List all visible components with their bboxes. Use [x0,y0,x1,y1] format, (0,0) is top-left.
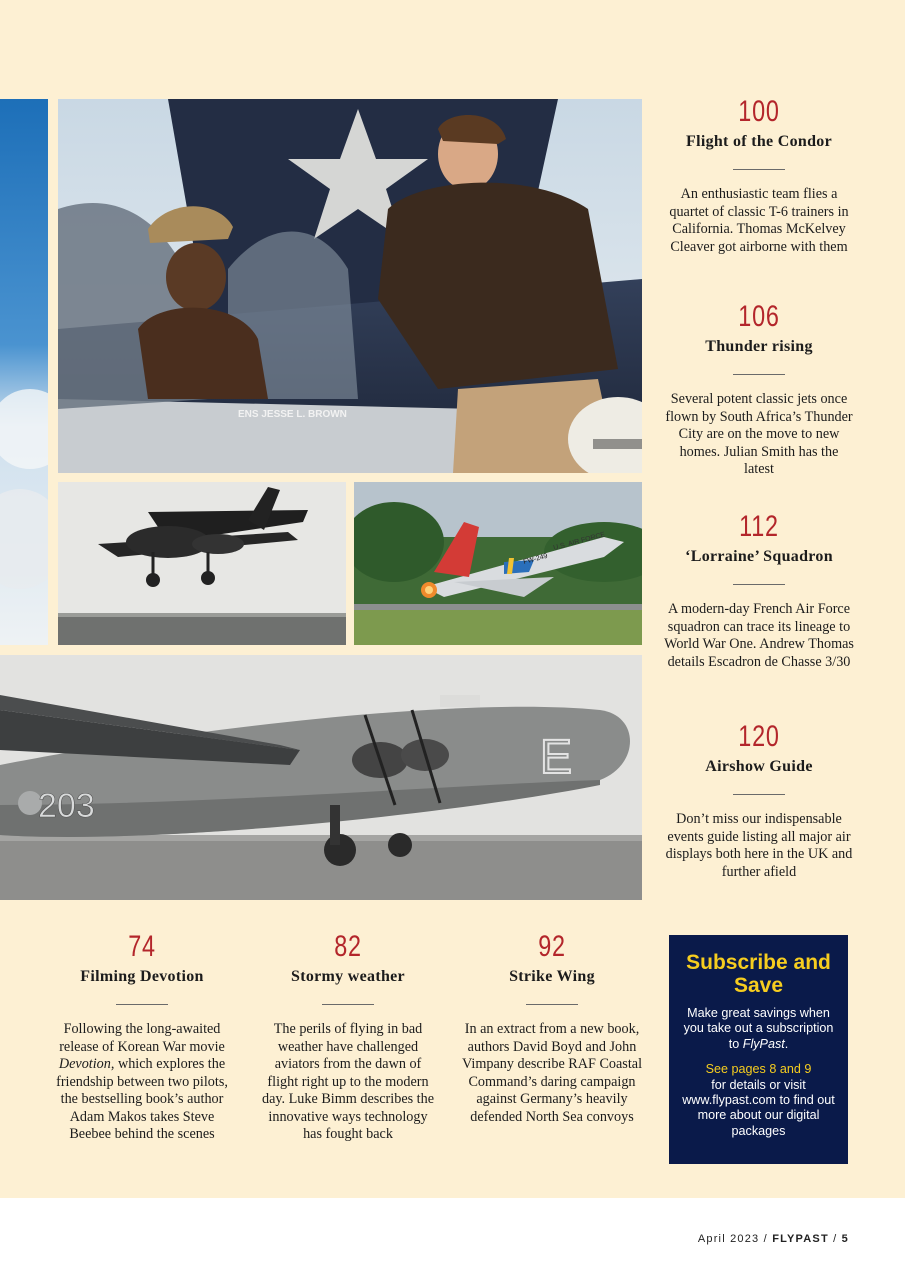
divider [322,1004,374,1005]
feature-description: A modern-day French Air Force squadron can trace its lineage to World War One. Andrew Thomas details Escadron de Chasse 3/30 [664,601,854,670]
subscribe-text [669,1006,848,1052]
feature-entry[interactable] [258,930,438,1144]
feature-title: Strike Wing [509,968,595,985]
divider [733,584,785,585]
page-number: 112 [739,510,779,543]
description-text-after: , which explores the friendship between two pilots, the bestselling book’s author Adam Makos takes Steve Beebee behind the scenes [56,1056,228,1142]
description-film-title: Devotion [58,1056,111,1072]
feature-entry[interactable] [664,95,854,256]
feature-entry[interactable] [52,930,232,1144]
description-text-before: Following the long-awaited release of Korean War movie [59,1021,225,1055]
subscribe-promo-box[interactable] [669,935,848,1164]
feature-description: Don’t miss our indispensable events guide listing all major air displays both here in the UK and further afield [665,811,853,880]
subscribe-title: Subscribe and Save [686,951,831,997]
page-number: 82 [334,930,362,963]
subscribe-text-before: Make great savings when you take out a subscription to [683,1006,834,1051]
feature-description [52,1021,232,1144]
subscribe-details-text: for details or visit www.flypast.com to find out more about our digital packages [682,1077,835,1138]
page-number: 120 [738,720,780,753]
page-number: 100 [738,95,780,128]
feature-description: An enthusiastic team flies a quartet of classic T-6 trainers in California. Thomas McKelvey Cleaver got airborne with them [669,186,849,255]
subscribe-pages-link[interactable]: See pages 8 and 9 [705,1062,812,1077]
feature-entry[interactable] [664,510,854,671]
footer-page-number: 5 [841,1233,849,1245]
feature-title: Flight of the Condor [686,133,832,150]
jet-photo [354,482,642,645]
footer-date: April 2023 [697,1233,760,1245]
footer-brand: FLYPAST [772,1233,829,1245]
divider [116,1004,168,1005]
divider [733,794,785,795]
bomber-photo [58,482,346,645]
feature-entry[interactable] [664,720,854,881]
page-number: 74 [128,930,156,963]
feature-title: Airshow Guide [705,758,813,775]
subscribe-magazine-name: FlyPast [742,1036,785,1051]
footer-separator: / [763,1233,768,1245]
divider [733,169,785,170]
main-feature-photo [58,99,642,473]
feature-description: Several potent classic jets once flown by South Africa’s Thunder City are on the move to new homes. Julian Smith has the latest [665,391,853,477]
divider [733,374,785,375]
feature-description: In an extract from a new book, authors David Boyd and John Vimpany describe RAF Coastal Command’s daring campaign against Germany’s heavily defended North Sea convoys [462,1021,643,1125]
page-number: 106 [738,300,780,333]
feature-entry[interactable] [664,300,854,479]
feature-title: Thunder rising [705,338,813,355]
feature-title: Filming Devotion [80,968,204,985]
jet-serial-text: FW-249 [522,552,549,566]
cockpit-name-text: ENS JESSE L. BROWN [238,409,347,420]
footer-separator: / [833,1233,838,1245]
condor-letter-text: E [540,731,573,784]
page-footer [698,1233,849,1245]
feature-title: Stormy weather [291,968,405,985]
feature-title: ‘Lorraine’ Squadron [685,548,833,565]
transport-aircraft-photo [0,655,642,900]
sky-strip-photo [0,99,48,645]
jet-marking-text: U.S. AIR FORCE [552,531,606,552]
subscribe-text-after: . [784,1036,789,1051]
subscribe-details [669,1062,848,1139]
divider [526,1004,578,1005]
feature-entry[interactable] [462,930,642,1126]
feature-description: The perils of flying in bad weather have challenged aviators from the dawn of flight right up to the modern day. Luke Bimm describes the innovative ways technology has fought back [261,1021,435,1142]
page-number: 92 [538,930,566,963]
condor-code-text: 203 [38,787,95,825]
